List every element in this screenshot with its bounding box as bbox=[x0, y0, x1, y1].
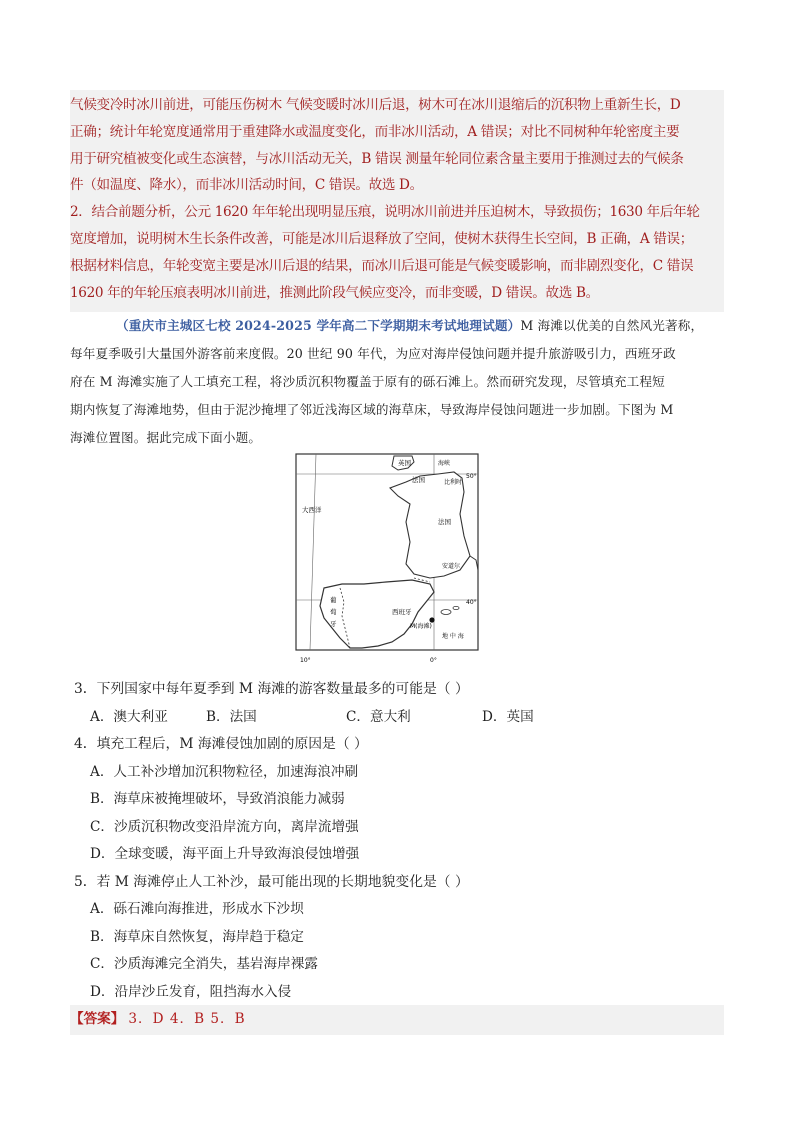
option: B．海草床自然恢复，海岸趋于稳定 bbox=[90, 928, 304, 945]
label-andorra: 安道尔 bbox=[442, 563, 461, 570]
answer-block bbox=[70, 1005, 724, 1035]
label-mediterranean: 地 中 海 bbox=[442, 633, 464, 640]
label-france-top: 法国 bbox=[412, 476, 425, 484]
label-france: 法国 bbox=[438, 518, 451, 526]
material-first-line bbox=[70, 312, 726, 340]
analysis-line: 气候变冷时冰川前进，可能压伤树木 气候变暖时冰川后退，树木可在冰川退缩后的沉积物上重新生长，D bbox=[70, 97, 681, 113]
option: C．沙质海滩完全消失，基岩海岸裸露 bbox=[90, 956, 318, 972]
question-stem: 3．下列国家中每年夏季到 M 海滩的游客数量最多的可能是（ ） bbox=[74, 681, 469, 697]
question-stem: 4．填充工程后，M 海滩侵蚀加剧的原因是（ ） bbox=[74, 736, 368, 752]
label-portugal-3: 牙 bbox=[330, 620, 337, 628]
material-line: 每年夏季吸引大量国外游客前来度假。20 世纪 90 年代，为应对海岸侵蚀问题并提升旅游吸引力，西班牙政 bbox=[70, 346, 676, 361]
label-spain: 西班牙 bbox=[392, 608, 412, 616]
option: D．沿岸沙丘发育，阻挡海水入侵 bbox=[90, 983, 292, 1000]
map-svg bbox=[294, 452, 480, 666]
analysis-line: 1620 年的年轮压痕表明冰川前进，推测此阶段气候应变冷，而非变暖，D 错误。故选 B。 bbox=[70, 284, 599, 301]
analysis-line: 件（如温度、降水），而非冰川活动时间，C 错误。故选 D。 bbox=[70, 177, 423, 194]
material-line: 海滩位置图。据此完成下面小题。 bbox=[70, 430, 262, 445]
label-lon-10: 10° bbox=[300, 657, 311, 664]
label-lat-50: 50° bbox=[466, 473, 477, 480]
material-paragraph bbox=[70, 312, 726, 452]
analysis-line: 根据材料信息，年轮变宽主要是冰川后退的结果，而冰川后退可能是气候变暖影响，而非剧烈变化，C 错误 bbox=[70, 257, 694, 274]
question-stem: 5．若 M 海滩停止人工补沙，最可能出现的长期地貌变化是（ ） bbox=[74, 873, 469, 890]
option: D．全球变暖，海平面上升导致海浪侵蚀增强 bbox=[90, 846, 360, 862]
answer-label: 【答案】 bbox=[70, 1011, 125, 1027]
option: B．海草床被掩埋破坏，导致消浪能力减弱 bbox=[90, 791, 345, 807]
analysis-line: 正确；统计年轮宽度通常用于重建降水或温度变化，而非冰川活动，A 错误；对比不同树种年轮密度主要 bbox=[70, 123, 680, 140]
answer-text: 3．D 4．B 5．B bbox=[128, 1011, 246, 1027]
label-m-beach: M(海滩) bbox=[410, 623, 432, 630]
analysis-line: 用于研究植被变化或生态演替，与冰川活动无关，B 错误 测量年轮同位素含量主要用于推测过去的气候条 bbox=[70, 150, 684, 167]
option: A．澳大利亚 bbox=[90, 708, 168, 725]
questions bbox=[74, 676, 724, 1006]
balearic-island bbox=[441, 610, 451, 615]
option: A．砾石滩向海推进，形成水下沙坝 bbox=[90, 901, 304, 917]
source-citation: （重庆市主城区七校 2024-2025 学年高二下学期期末考试地理试题） bbox=[116, 318, 521, 333]
option: C．沙质沉积物改变沿岸流方向，离岸流增强 bbox=[90, 818, 359, 835]
label-atlantic: 大西洋 bbox=[302, 506, 322, 514]
label-lat-40: 40° bbox=[466, 599, 477, 606]
m-beach-marker bbox=[429, 617, 434, 622]
material-line: 府在 M 海滩实施了人工填充工程，将沙质沉积物覆盖于原有的砾石滩上。然而研究发现，尽管填充工程短 bbox=[70, 374, 665, 389]
option: B．法国 bbox=[206, 708, 257, 725]
option: A．人工补沙增加沉积物粒径，加速海浪冲刷 bbox=[90, 763, 359, 780]
material-line: 期内恢复了海滩地势，但由于泥沙掩埋了邻近浅海区域的海草床，导致海岸侵蚀问题进一步加剧。下图为 M bbox=[70, 402, 674, 417]
analysis-line: 宽度增加，说明树木生长条件改善，可能是冰川后退释放了空间，使树木获得生长空间，B 正确，A 错误； bbox=[70, 230, 694, 247]
label-lon-0: 0° bbox=[430, 657, 437, 664]
analysis-line: 2．结合前题分析，公元 1620 年年轮出现明显压痕，说明冰川前进并压迫树木，导致损伤；1630 年后年轮 bbox=[70, 204, 700, 221]
material-text: M 海滩以优美的自然风光著称， bbox=[520, 318, 704, 333]
option: D．英国 bbox=[482, 708, 534, 725]
label-portugal-1: 葡 bbox=[330, 596, 337, 604]
label-strait: 海峡 bbox=[438, 460, 451, 467]
balearic-island bbox=[453, 606, 459, 609]
location-map bbox=[294, 452, 480, 666]
label-portugal-2: 萄 bbox=[330, 608, 337, 616]
label-belgium: 比利时 bbox=[444, 479, 463, 486]
option: C．意大利 bbox=[346, 708, 411, 725]
option-row bbox=[74, 704, 724, 732]
analysis-block bbox=[70, 90, 724, 312]
label-uk: 英国 bbox=[398, 459, 411, 467]
